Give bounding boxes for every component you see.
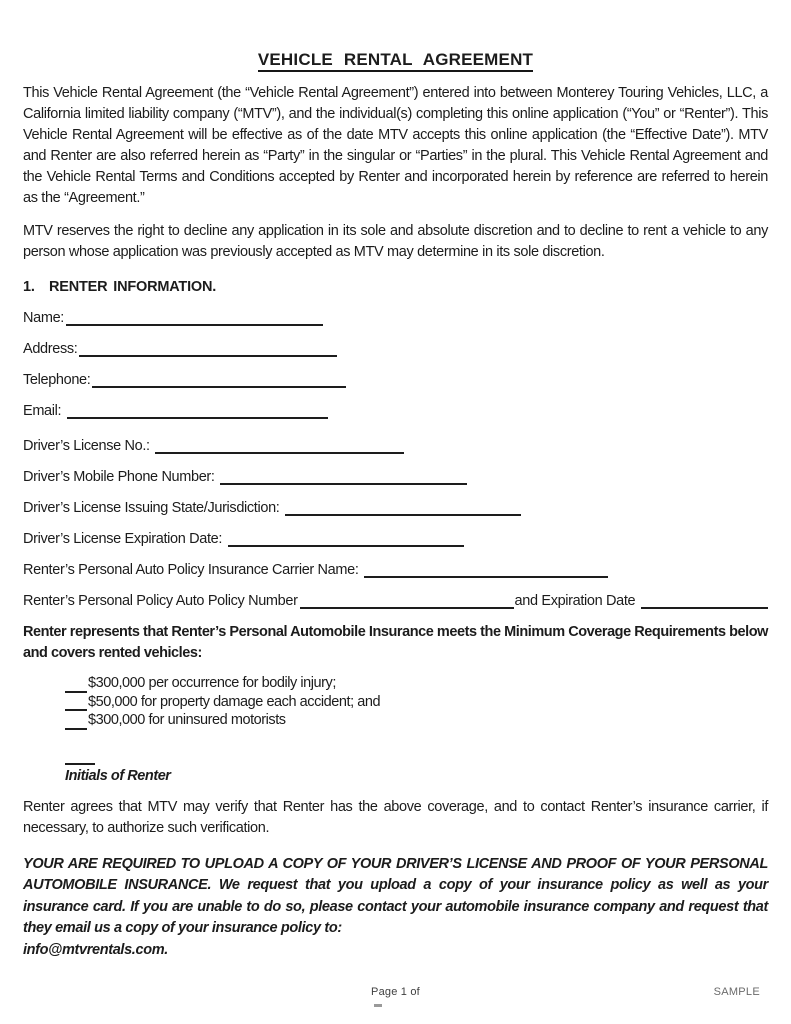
section-1-title: RENTER INFORMATION. bbox=[49, 279, 217, 295]
initials-of-renter-label: Initials of Renter bbox=[65, 767, 171, 784]
field-row-mobile-phone bbox=[23, 465, 768, 485]
coverage-item-uninsured-motorists bbox=[65, 711, 768, 730]
coverage-item-text: $300,000 per occurrence for bodily injury; bbox=[88, 675, 336, 691]
mobile-phone-label: Driver’s Mobile Phone Number: bbox=[23, 469, 219, 485]
field-row-telephone bbox=[23, 368, 768, 388]
field-row-name bbox=[23, 306, 768, 326]
coverage-initial-blank-line bbox=[65, 681, 87, 693]
coverage-item-text: $300,000 for uninsured motorists bbox=[88, 712, 286, 728]
upload-notice-paragraph bbox=[23, 854, 768, 962]
footer-sample-watermark: SAMPLE bbox=[713, 986, 760, 998]
email-blank-line bbox=[67, 404, 328, 419]
license-issuing-state-blank-line bbox=[285, 501, 521, 516]
intro-paragraph-2: MTV reserves the right to decline any application in its sole and absolute discretion and to decline to rent a vehicle to any person whose application was previously accepted as MTV may determine in its sole discretion. bbox=[23, 223, 768, 260]
coverage-requirements-statement: Renter represents that Renter’s Personal Automobile Insurance meets the Minimum Coverage Requirements below and covers rented vehicles: bbox=[23, 624, 768, 661]
field-row-drivers-license-no bbox=[23, 434, 768, 454]
coverage-initial-blank-line bbox=[65, 699, 87, 711]
coverage-initial-blank-line bbox=[65, 718, 87, 730]
intro-paragraph-1: This Vehicle Rental Agreement (the “Vehicle Rental Agreement”) entered into between Monterey Touring Vehicles, LLC, a California limited liability company (“MTV”), and the individual(s) completing this online application (“You” or “Renter”). This Vehicle Rental Agreement will be effective as of the date MTV accepts this online application (the “Effective Date”). MTV and Renter are also referred herein as “Party” in the singular or “Parties” in the plural. This Vehicle Rental Agreement and the Vehicle Rental Terms and Conditions accepted by Renter and incorporated herein by reference are referred to herein as the “Agreement.” bbox=[23, 85, 768, 206]
address-field-label: Address: bbox=[23, 341, 78, 357]
coverage-items-list bbox=[65, 674, 768, 730]
policy-number-label: Renter’s Personal Policy Auto Policy Number bbox=[23, 593, 298, 609]
verification-paragraph: Renter agrees that MTV may verify that Renter has the above coverage, and to contact Renter’s insurance carrier, if necessary, to authorize such verification. bbox=[23, 798, 768, 836]
document-title bbox=[23, 50, 768, 70]
policy-expiration-blank-line bbox=[641, 594, 768, 609]
coverage-item-property-damage bbox=[65, 693, 768, 712]
footer-page-number-fragment bbox=[374, 1004, 382, 1007]
insurance-carrier-label: Renter’s Personal Auto Policy Insurance Carrier Name: bbox=[23, 562, 363, 578]
coverage-item-text: $50,000 for property damage each accident; and bbox=[88, 693, 381, 710]
license-expiration-label: Driver’s License Expiration Date: bbox=[23, 531, 226, 547]
coverage-item-bodily-injury bbox=[65, 674, 768, 693]
section-1-number: 1. bbox=[23, 279, 35, 295]
license-issuing-state-label: Driver’s License Issuing State/Jurisdiction: bbox=[23, 500, 284, 516]
field-row-insurance-carrier bbox=[23, 558, 768, 578]
footer-page-label: Page 1 of bbox=[371, 986, 420, 998]
name-field-label: Name: bbox=[23, 310, 64, 326]
field-row-email bbox=[23, 399, 768, 419]
name-blank-line bbox=[66, 311, 323, 326]
insurance-carrier-blank-line bbox=[364, 563, 608, 578]
address-blank-line bbox=[79, 342, 337, 357]
field-row-license-issuing-state bbox=[23, 496, 768, 516]
field-row-policy-number bbox=[23, 589, 768, 609]
drivers-license-no-blank-line bbox=[155, 439, 404, 454]
document-title-text: VEHICLE RENTAL AGREEMENT bbox=[258, 50, 533, 72]
field-row-address bbox=[23, 337, 768, 357]
telephone-blank-line bbox=[92, 373, 346, 388]
mobile-phone-blank-line bbox=[220, 470, 467, 485]
initials-blank-line bbox=[65, 753, 95, 765]
upload-notice-email: info@mtvrentals.com. bbox=[23, 941, 168, 958]
email-field-label: Email: bbox=[23, 403, 65, 419]
upload-notice-emphasis: YOUR ARE REQUIRED TO UPLOAD A COPY OF YOUR DRIVER’S LICENSE AND PROOF OF YOUR PERSONAL AUTOMOBILE INSURANCE. bbox=[23, 855, 768, 893]
field-row-license-expiration bbox=[23, 527, 768, 547]
drivers-license-no-label: Driver’s License No.: bbox=[23, 438, 154, 454]
telephone-field-label: Telephone: bbox=[23, 372, 91, 388]
policy-number-blank-line bbox=[300, 594, 514, 609]
upload-notice-body: We request that you upload a copy of your insurance policy as well as your insurance card. If you are unable to do so, please contact your automobile insurance company and request that they email us a copy of your insurance policy to: bbox=[23, 877, 768, 936]
license-expiration-blank-line bbox=[228, 532, 464, 547]
policy-expiration-label: and Expiration Date bbox=[514, 593, 639, 609]
section-1-heading bbox=[23, 279, 768, 295]
